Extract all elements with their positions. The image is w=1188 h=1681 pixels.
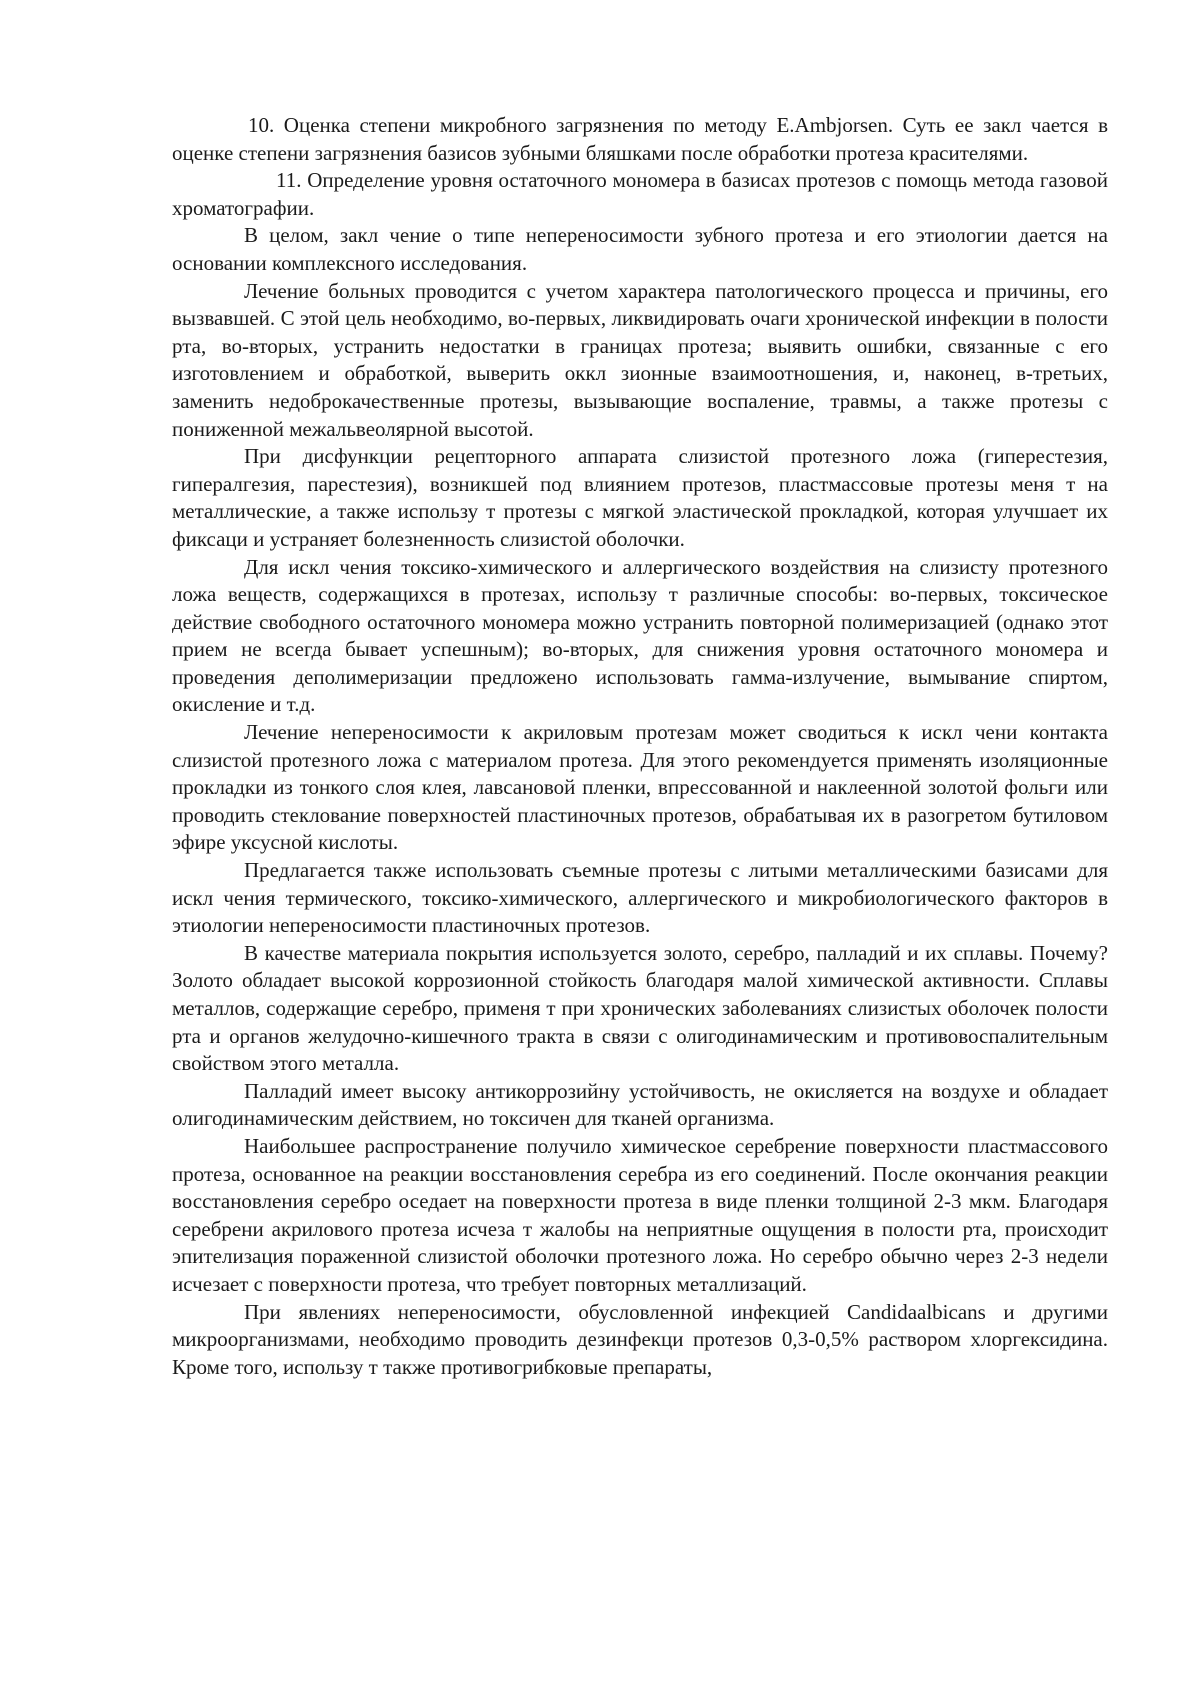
paragraph-item-11: 11. Определение уровня остаточного мономера в базисах протезов с помощь метода газовой хроматографии.	[172, 168, 1108, 220]
paragraph-toxic-allergic: Для искл чения токсико-химического и аллергического воздействия на слизисту протезного ложа веществ, содержащихся в протезах, использу т различные способы: во-первых, токсическое действие свободного остаточного мономера можно устранить повторной полимеризацией (однако этот прием не всегда бывает успешным); во-вторых, для снижения уровня остаточного мономера и проведения деполимеризации предложено использовать гамма-излучение, вымывание спиртом, окисление и т.д.	[172, 554, 1108, 717]
paragraph-palladium: Палладий имеет высоку антикоррозийну устойчивость, не окисляется на воздухе и обладает олигодинамическим действием, но токсичен для тканей организма.	[172, 1078, 1108, 1131]
document-page	[172, 112, 1108, 1381]
paragraph-treatment: Лечение больных проводится с учетом характера патологического процесса и причины, его вызвавшей. С этой цель необходимо, во-первых, ликвидировать очаги хронической инфекции в полости рта, во-вторых, устранить недостатки в границах протеза; выявить ошибки, связанные с его изготовлением и обработкой, выверить оккл зионные взаимоотношения, и, наконец, в-третьих, заменить недоброкачественные протезы, вызывающие воспаление, травмы, а также протезы с пониженной межальвеолярной высотой.	[172, 278, 1108, 441]
paragraph-acrylic-intolerance: Лечение непереносимости к акриловым протезам может сводиться к искл чени контакта слизистой протезного ложа с материалом протеза. Для этого рекомендуется применять изоляционные прокладки из тонкого слоя клея, лавсановой пленки, впрессованной и наклеенной золотой фольги или проводить стеклование поверхностей пластиночных протезов, обрабатывая их в разогретом бутиловом эфире уксусной кислоты.	[172, 720, 1108, 855]
paragraph-conclusion: В целом, закл чение о типе непереносимости зубного протеза и его этиологии дается на основании комплексного исследования.	[172, 223, 1108, 275]
paragraph-coating-materials: В качестве материала покрытия используется золото, серебро, палладий и их сплавы. Почему? Золото обладает высокой коррозионной стойкость благодаря малой химической активности. Сплавы металлов, содержащие серебро, применя т при хронических заболеваниях слизистых оболочек полости рта и органов желудочно-кишечного тракта в связи с олигодинамическим и противовоспалительным свойством этого металла.	[172, 940, 1108, 1076]
paragraph-infection: При явлениях непереносимости, обусловленной инфекцией Candidaalbicans и другими микроорганизмами, необходимо проводить дезинфекци протезов 0,3-0,5% раствором хлоргексидина. Кроме того, использу т также противогрибковые препараты,	[172, 1299, 1108, 1379]
paragraph-silver-plating: Наибольшее распространение получило химическое серебрение поверхности пластмассового протеза, основанное на реакции восстановления серебра из его соединений. После окончания реакции восстановления серебро оседает на поверхности протеза в виде пленки толщиной 2-3 мкм. Благодаря серебрени акрилового протеза исчеза т жалобы на неприятные ощущения в полости рта, происходит эпителизация пораженной слизистой оболочки протезного ложа. Но серебро обычно через 2-3 недели исчезает с поверхности протеза, что требует повторных металлизаций.	[172, 1133, 1108, 1296]
paragraph-item-10: 10. Оценка степени микробного загрязнения по методу E.Ambjorsen. Суть ее закл чается в оценке степени загрязнения базисов зубными бляшками после обработки протеза красителями.	[172, 113, 1108, 165]
paragraph-metal-bases: Предлагается также использовать съемные протезы с литыми металлическими базисами для искл чения термического, токсико-химического, аллергического и микробиологического факторов в этиологии непереносимости пластиночных протезов.	[172, 858, 1108, 938]
paragraph-receptor-dysfunction: При дисфункции рецепторного аппарата слизистой протезного ложа (гиперестезия, гипералгезия, парестезия), возникшей под влиянием протезов, пластмассовые протезы меня т на металлические, а также использу т протезы с мягкой эластической прокладкой, которая улучшает их фиксаци и устраняет болезненность слизистой оболочки.	[172, 444, 1108, 551]
